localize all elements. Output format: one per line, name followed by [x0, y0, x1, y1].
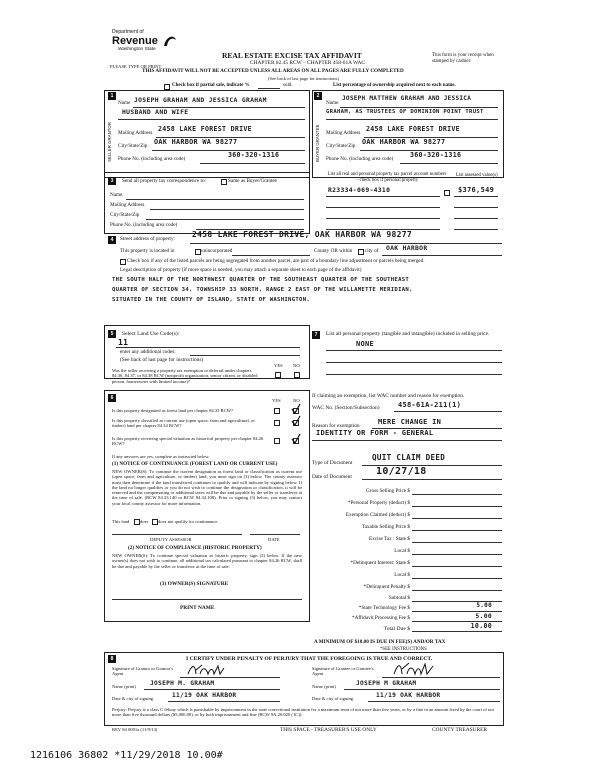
section-6-yes-header: YES [272, 398, 281, 403]
this-land-label: This land [112, 519, 130, 524]
agency-line1: Department of [112, 29, 144, 35]
send-correspondence-label: Send all property tax correspondence to: [122, 178, 206, 184]
seller-name-value-2: HUSBAND AND WIFE [122, 108, 189, 116]
grantor-signature [186, 662, 226, 678]
buyer-phone-value: 360-320-1316 [410, 151, 462, 159]
sold-label: sold. [283, 83, 293, 88]
historic-question: Is this property receiving special valuation as historical property per chapter 84.26 RCW? [112, 436, 264, 447]
seller-citystate-label: City/State/Zip [118, 143, 148, 149]
doc-type-value: QUIT CLAIM DEED [372, 453, 446, 462]
grantee-name-value: JOSEPH M GRAHAM [356, 680, 417, 687]
wac-label: WAC No. (Section/Subsection) [312, 405, 380, 411]
grantor-name-line [144, 689, 280, 690]
treasurer-use-only: THIS SPACE - TREASURER'S USE ONLY [280, 727, 377, 733]
exemption-claimed-field[interactable] [412, 518, 502, 519]
chapter-ref: CHAPTER 82.45 RCW – CHAPTER 458-61A WAC [250, 60, 365, 66]
partial-sale-label: Check box if partial sale, indicate % [172, 83, 250, 88]
personal-property-line-1 [326, 350, 502, 351]
form-number: REV 84 0001a (11/9/13) [112, 727, 158, 732]
personal-property-checkbox[interactable] [444, 190, 450, 196]
type-or-print: PLEASE TYPE OR PRINT [110, 64, 162, 69]
excise-tax-local-field[interactable] [412, 554, 502, 555]
county-or-city-label: County OR within [314, 248, 353, 254]
parcel-line-1 [326, 196, 440, 197]
historic-text: NEW OWNER(S): To continue special valuation as historic property, sign (3) below. If the new owner(s) does not wish to continue, all additional tax calculated pursuant to chapter 84.26 RCW, shall be due and payable by the seller or transferor at the time of sale. [112, 553, 302, 569]
page-title: REAL ESTATE EXCISE TAX AFFIDAVIT [222, 51, 362, 60]
agency-line2: Washington State [118, 47, 156, 52]
assessed-line-3 [454, 218, 498, 219]
doc-date-line [362, 479, 502, 480]
claiming-exemption-label: If claiming an exemption, list WAC number and reason for exemption. [312, 393, 465, 399]
delinquent-penalty-field[interactable] [412, 590, 502, 591]
affidavit-processing-fee-value: 5.00 [475, 612, 492, 620]
city-value: OAK HARBOR [386, 244, 428, 252]
grantor-date-city-value: 11/19 OAK HARBOR [172, 692, 237, 699]
total-due-value: 10.00 [470, 622, 492, 630]
forest-land-question: Is this property designated as forest land per chapter 84.33 RCW? [112, 408, 234, 413]
grantor-date-city-line [168, 701, 280, 702]
agency-name: Revenue [112, 35, 158, 47]
segregated-checkbox[interactable] [120, 259, 126, 265]
same-as-buyer-checkbox[interactable] [221, 179, 227, 185]
taxable-selling-price-field[interactable] [412, 530, 502, 531]
certify-statement: I CERTIFY UNDER PENALTY OF PERJURY THAT THE FOREGOING IS TRUE AND CORRECT. [186, 656, 433, 662]
personal-property-deduct-label: *Personal Property (deduct) $ [347, 500, 410, 506]
buyer-phone-label: Phone No. (including area code) [326, 156, 394, 162]
does-not-label: does not qualify for continuance. [158, 519, 219, 524]
correspondence-mailing-field[interactable] [150, 209, 304, 210]
grantor-signature-label: Signature of Grantor or Grantor's Agent [112, 666, 174, 677]
seller-phone-line [200, 163, 305, 164]
personal-property-line-2 [326, 362, 502, 363]
personal-property-label: List all personal property (tangible and intangible) included in selling price. [326, 331, 490, 337]
county-field[interactable] [232, 255, 310, 256]
current-use-question: Is this property classified as current use (open space, farm and agricultural, or timber) land per chapter 84.34 RCW? [112, 418, 255, 429]
seller-mailing-value: 2458 LAKE FOREST DRIVE [158, 125, 252, 133]
correspondence-phone-label: Phone No. (including area code) [110, 222, 178, 228]
not-accepted-notice: THIS AFFIDAVIT WILL NOT BE ACCEPTED UNLESS ALL AREAS ON ALL PAGES ARE FULLY COMPLETED [142, 68, 404, 74]
city-of-checkbox[interactable] [358, 249, 364, 255]
taxable-selling-price-label: Taxable Selling Price $ [361, 524, 410, 530]
legal-description-line-3: SITUATED IN THE COUNTY OF ISLAND, STATE OF WASHINGTON. [112, 297, 311, 303]
grantor-signature-line[interactable] [180, 677, 280, 678]
street-address-line [190, 243, 502, 244]
exemption-claimed-label: Exemption Claimed (deduct) $ [345, 512, 410, 518]
perjury-notice: Perjury: Perjury is a class C felony which is punishable by imprisonment in the state correctional institution for a maximum term of not more than five years, or by a fine in an amount fixed by the court of not more than five thousand dollars ($5,000.00), or by both imprisonment and fine (RCW 9A.20.020 (1C)). [112, 707, 494, 718]
assessed-line-1 [454, 196, 498, 197]
buyer-phone-line [400, 163, 498, 164]
correspondence-mailing-label: Mailing Address [110, 202, 145, 208]
reason-value-2: IDENTITY OR FORM - GENERAL [316, 429, 434, 437]
deputy-date-label: DATE [268, 537, 280, 542]
buyer-side-label: BUYER GRANTEE [315, 124, 320, 162]
doc-type-label: Type of Document [312, 460, 353, 466]
located-in-label: This property is located in [120, 248, 175, 254]
subtotal-label: Subtotal $ [388, 595, 410, 601]
delinquent-interest-local-label: Local $ [394, 572, 410, 578]
county-treasurer-label: COUNTY TREASURER [432, 727, 487, 733]
deputy-date-line[interactable] [250, 534, 300, 535]
delinquent-interest-state-label: *Delinquent Interest: State $ [350, 560, 410, 566]
parcel-number-value: R23334-069-4310 [328, 186, 391, 194]
grantee-date-city-line [368, 701, 500, 702]
legal-description-line-2: QUARTER OF SECTION 34, TOWNSHIP 33 NORTH, RANGE 2 EAST OF THE WILLAMETTE MERIDIAN, [112, 287, 413, 293]
any-yes-note: If any answers are yes, complete as instructed below. [112, 454, 210, 459]
street-address-label: Street address of property: [120, 236, 175, 242]
total-due-line [412, 631, 502, 632]
additional-codes-field[interactable] [190, 355, 300, 356]
gross-selling-price-field[interactable] [412, 494, 502, 495]
ownership-pct-note: List percentage of ownership acquired next to each name. [333, 83, 456, 88]
parcel-line-3 [326, 218, 440, 219]
section-3-number: 3 [108, 177, 116, 185]
seller-exempt-yes-checkbox[interactable] [275, 372, 281, 378]
seller-side-label: SELLER GRANTOR [107, 122, 112, 162]
delinquent-penalty-label: *Delinquent Penalty $ [363, 584, 410, 590]
section-2-number: 2 [314, 92, 322, 100]
grantor-name-print-label: Name (print) [112, 684, 136, 689]
buyer-name-line-2 [326, 119, 498, 120]
seller-exempt-no-checkbox[interactable] [294, 372, 300, 378]
buyer-name-label: Name [326, 100, 339, 106]
total-due-label: Total Due $ [383, 626, 410, 632]
same-as-buyer-label: Same as Buyer/Grantee [228, 178, 277, 184]
print-name-label: PRINT NAME [180, 605, 215, 611]
doc-date-value: 10/27/18 [376, 466, 427, 477]
see-back-instructions: (See back of last page for instructions) [268, 76, 339, 81]
section-4-number: 4 [108, 236, 116, 244]
seller-name-value: JOSEPH GRAHAM AND JESSICA GRAHAM [134, 96, 267, 104]
seller-citystate-value: OAK HARBOR WA 98277 [154, 138, 238, 146]
parcel-header: List all real and personal property tax parcel account numbers – check box if personal property [327, 172, 447, 183]
excise-tax-state-label: Excise Tax : State $ [368, 536, 410, 542]
city-of-label: city of [365, 248, 379, 254]
seller-exempt-question: Was the seller receiving a property tax exemption or deferral under chapters 84.36, 84.37, or 84.38 RCW (nonprofit organization, senior citizen, or disabled person, homeowner with limited income)? [112, 368, 258, 384]
owner-signature-line[interactable] [112, 599, 302, 600]
grantee-date-city-value: 11/19 OAK HARBOR [376, 692, 441, 699]
receipt-note: This form is your receipt when stamped by cashier. [432, 53, 494, 64]
historic-title: (2) NOTICE OF COMPLIANCE (HISTORIC PROPERTY) [128, 545, 262, 551]
assessed-line-2 [454, 207, 498, 208]
buyer-citystate-value: OAK HARBOR WA 98277 [362, 138, 446, 146]
wac-value: 458-61A-211(1) [398, 401, 462, 409]
legal-description-label: Legal description of property (if more space is needed, you may attach a separate sheet to each page of the affidavit) [120, 267, 362, 273]
continuance-title: (1) NOTICE OF CONTINUANCE (FOREST LAND OR CURRENT USE) [112, 461, 278, 467]
grantee-date-city-label: Date & city of signing [312, 696, 354, 701]
reason-value-1: MERE CHANGE IN [378, 418, 442, 426]
state-technology-fee-value: 5.00 [476, 602, 492, 609]
city-line [382, 255, 502, 256]
revenue-swoosh-icon [162, 34, 178, 48]
seller-mailing-label: Mailing Address [118, 130, 153, 136]
does-label: does [140, 519, 149, 524]
section-7-number: 7 [312, 331, 320, 339]
continuance-text: NEW OWNER(S): To continue the current designation as forest land or classification as current use (open space, farm and agriculture, or timber) land, you must sign on (3) below. The county assessor must then determine if the land transferred continues to qualify and will indicate by signing below. If the land no longer qualifies or you do not wish to continue the designation or classification, it will be removed and the compensating or additional taxes will be due and payable by the seller or transferor at the time of sale. (RCW 84.33.140 or RCW 84.34.108). Prior to signing (3) below, you may contact your local county assessor for more information. [112, 469, 302, 506]
segregated-label: Check box if any of the listed parcels are being segregated from another parcel, are part of a boundary line adjustment or parcels being merged. [127, 258, 425, 264]
street-address-value: 2458 LAKE FOREST DRIVE, OAK HARBOR WA 98277 [192, 230, 413, 239]
forest-land-yes-checkbox[interactable] [274, 408, 280, 414]
current-use-yes-checkbox[interactable] [274, 420, 280, 426]
personal-property-deduct-field[interactable] [412, 506, 502, 507]
seller-exempt-yes-header: YES [274, 363, 283, 368]
correspondence-name-label: Name [110, 192, 123, 198]
seller-phone-label: Phone No. (including area code) [118, 156, 186, 162]
buyer-mailing-label: Mailing Address [326, 130, 361, 136]
section-6-no-header: NO [293, 398, 300, 403]
buyer-name-value: JOSEPH MATTHEW GRAHAM AND JESSICA [342, 95, 472, 102]
land-use-label: Select Land Use Code(s): [122, 331, 180, 337]
owner-signature-label: (3) OWNER(S) SIGNATURE [160, 581, 229, 587]
grantor-date-city-label: Date & city of signing [112, 696, 154, 701]
land-use-code-value: 11 [118, 338, 129, 347]
personal-property-line-3 [326, 374, 502, 375]
gross-selling-price-label: Gross Selling Price $ [366, 488, 410, 494]
see-instructions-note: *SEE INSTRUCTIONS [380, 647, 427, 652]
assessed-line-4 [454, 229, 498, 230]
assessed-header: List assessed value(s) [456, 173, 498, 178]
seller-name-label: Name [118, 100, 131, 106]
revenue-logo [112, 30, 182, 58]
land-use-line [116, 347, 300, 348]
partial-sale-pct-field[interactable] [258, 88, 280, 89]
historic-yes-checkbox[interactable] [274, 438, 280, 444]
doc-date-label: Date of Document [312, 474, 352, 480]
reason-label: Reason for exemption [312, 423, 360, 429]
wac-line [394, 411, 502, 412]
excise-tax-local-label: Local $ [394, 548, 410, 554]
deputy-assessor-sig-line[interactable] [112, 534, 242, 535]
state-technology-fee-label: *State Technology Fee $ [358, 605, 410, 611]
deputy-assessor-label: DEPUTY ASSESSOR [150, 537, 192, 542]
legal-description-line-1: THE SOUTH HALF OF THE NORTHWEST QUARTER OF THE SOUTHEAST QUARTER OF THE SOUTHEAST [112, 277, 410, 283]
grantee-name-line [344, 689, 500, 690]
buyer-name-line [340, 107, 498, 108]
minimum-due-note: A MINIMUM OF $10.00 IS DUE IN FEE(S) AND/OR TAX [314, 639, 446, 645]
buyer-citystate-label: City/State/Zip [326, 143, 356, 149]
affidavit-processing-fee-label: *Affidavit Processing Fee $ [352, 615, 410, 621]
excise-tax-state-field[interactable] [412, 542, 502, 543]
section-1-number: 1 [108, 92, 116, 100]
land-use-see-back: (See back of last page for instructions) [120, 357, 204, 363]
grantee-signature-line[interactable] [382, 677, 500, 678]
section-5-number: 5 [108, 330, 116, 338]
section-6-number: 6 [108, 394, 116, 402]
correspondence-name-field[interactable] [126, 199, 304, 200]
additional-codes-label: enter any additional codes: [120, 349, 176, 355]
correspondence-citystate-field[interactable] [146, 219, 304, 220]
unincorporated-label: unincorporated [201, 248, 233, 254]
grantee-signature-label: Signature of Grantee or Grantee's Agent [312, 666, 374, 677]
grantor-name-value: JOSEPH M. GRAHAM [150, 680, 215, 687]
assessed-value: $376,549 [458, 186, 495, 194]
buyer-mailing-value: 2458 LAKE FOREST DRIVE [366, 125, 460, 133]
reason-line-2 [312, 440, 502, 441]
correspondence-citystate-label: City/State/Zip [110, 212, 140, 218]
seller-exempt-no-header: NO [293, 363, 300, 368]
delinquent-interest-state-field[interactable] [412, 566, 502, 567]
section-8-number: 8 [108, 655, 116, 663]
recording-stamp: 1216106 36802 *11/29/2018 10.00# [30, 750, 223, 761]
grantee-name-print-label: Name (print) [312, 684, 336, 689]
grantee-signature [392, 660, 436, 678]
seller-phone-value: 360-320-1316 [228, 151, 280, 159]
seller-name-line-2 [118, 119, 305, 120]
delinquent-interest-local-field[interactable] [412, 578, 502, 579]
buyer-name-value-2: GRAHAM, AS TRUSTEES OF DOMINION POINT TRUST [326, 109, 484, 115]
parcel-line-2 [326, 207, 440, 208]
personal-property-value: NONE [356, 340, 375, 348]
